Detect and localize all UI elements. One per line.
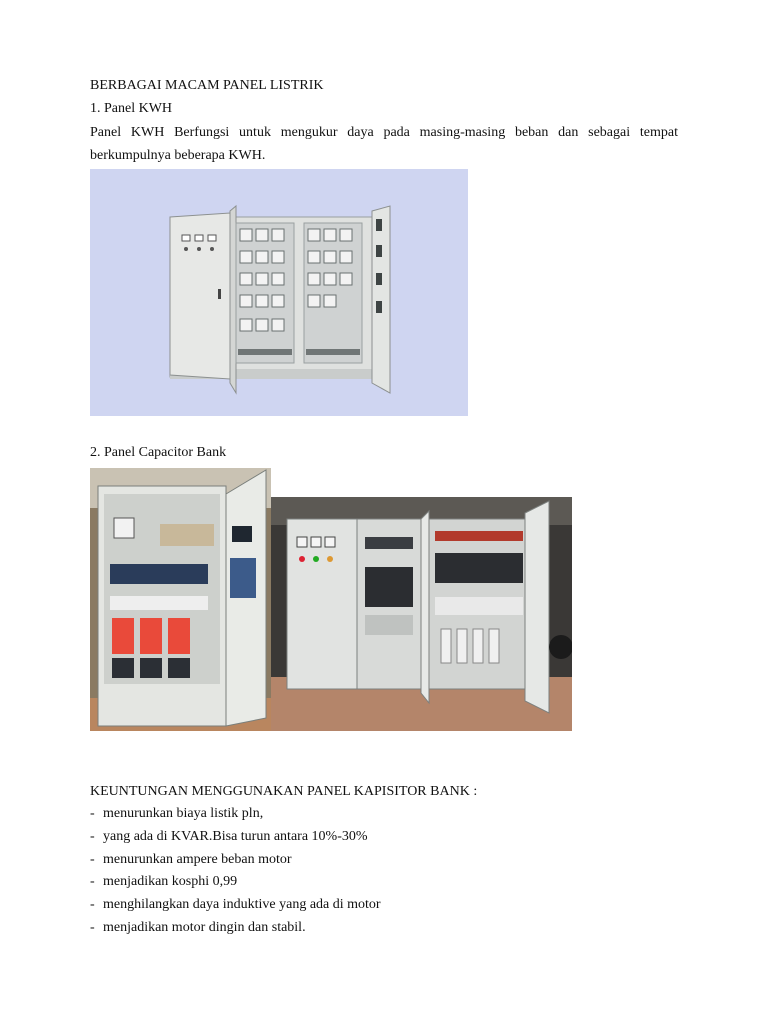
panel-kwh-description: Panel KWH Berfungsi untuk mengukur daya pada masing-masing beban dan sebagai tempat berkumpulnya beberapa KWH. [90, 125, 678, 163]
doc-title: BERBAGAI MACAM PANEL LISTRIK [90, 78, 324, 93]
list-item: - menjadikan motor dingin dan stabil. [90, 919, 306, 935]
list-item: - menurunkan ampere beban motor [90, 851, 292, 867]
section-heading-panel-capacitor-bank: 2. Panel Capacitor Bank [90, 445, 227, 460]
list-item: - menjadikan kosphi 0,99 [90, 874, 238, 890]
panel-kwh-photo [90, 169, 468, 416]
capacitor-bank-photo-right [271, 497, 572, 731]
benefits-heading: KEUNTUNGAN MENGGUNAKAN PANEL KAPISITOR BANK : [90, 784, 478, 799]
list-item: - menghilangkan daya induktive yang ada di motor [90, 897, 381, 913]
list-item: - yang ada di KVAR.Bisa turun antara 10%-30% [90, 828, 368, 844]
section-heading-panel-kwh: 1. Panel KWH [90, 101, 173, 116]
capacitor-bank-photo-left [90, 468, 271, 731]
list-item: - menurunkan biaya listik pln, [90, 806, 264, 821]
benefits-list [90, 803, 381, 940]
